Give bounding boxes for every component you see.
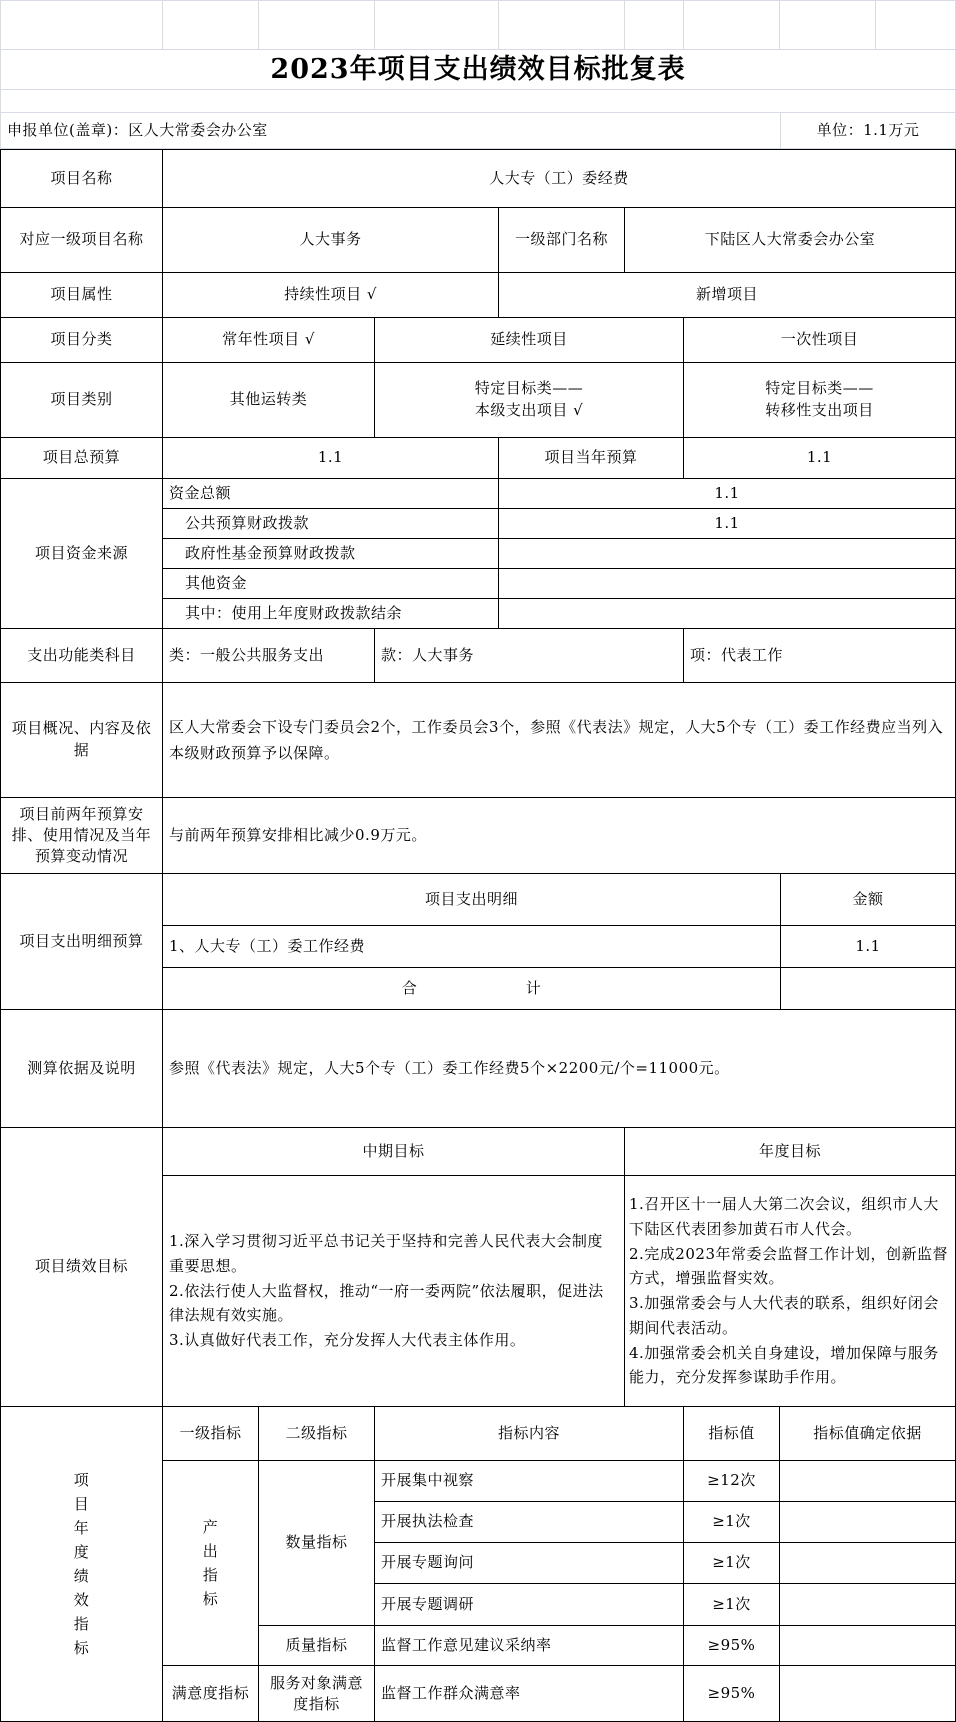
funding-row-value (498, 598, 956, 629)
grid-row (0, 89, 956, 113)
function-class-lei: 类：一般公共服务支出 (162, 628, 375, 683)
attribute-continuous: 持续性项目 √ (162, 272, 499, 318)
page-title: 2023年项目支出绩效目标批复表 (0, 49, 956, 90)
indicator-basis (779, 1542, 956, 1584)
performance-goals-label: 项目绩效目标 (0, 1127, 163, 1407)
grid-cell (162, 0, 259, 50)
history-label: 项目前两年预算安排、使用情况及当年预算变动情况 (0, 797, 163, 874)
detail-item-amount: 1.1 (780, 925, 956, 968)
reporting-unit: 申报单位(盖章)：区人大常委会办公室 (0, 112, 781, 149)
funding-row-value: 1.1 (498, 478, 956, 509)
quantity-indicator-label: 数量指标 (258, 1460, 375, 1626)
overview-text: 区人大常委会下设专门委员会2个，工作委员会3个，参照《代表法》规定，人大5个专（工）委工作经费应当列入本级财政预算予以保障。 (162, 682, 956, 798)
indicator-value: ≥1次 (683, 1542, 780, 1584)
grid-cell (683, 0, 780, 50)
grid-cell (875, 0, 956, 50)
grid-cell (624, 0, 684, 50)
indicator-value: ≥95% (683, 1625, 780, 1666)
mid-term-goal-line: 3.认真做好代表工作，充分发挥人大代表主体作用。 (169, 1331, 526, 1350)
calc-basis-label: 测算依据及说明 (0, 1009, 163, 1128)
funding-row-name: 其中：使用上年度财政拨款结余 (162, 598, 499, 629)
mid-term-goal-header: 中期目标 (162, 1127, 625, 1176)
mid-term-goal-line: 2.依法行使人大监督权，推动“一府一委两院”依法履职，促进法律法规有效实施。 (169, 1281, 604, 1325)
indicator-content: 监督工作群众满意率 (374, 1665, 684, 1722)
output-indicator-label: 产出指标 (162, 1460, 259, 1666)
grid-cell (374, 0, 499, 50)
category-regular: 常年性项目 √ (162, 317, 375, 363)
project-name-value: 人大专（工）委经费 (162, 149, 956, 208)
quality-indicator-label: 质量指标 (258, 1625, 375, 1666)
attribute-label: 项目属性 (0, 272, 163, 318)
funding-row-name: 公共预算财政拨款 (162, 508, 499, 539)
detail-header-amount: 金额 (780, 873, 956, 926)
total-budget-label: 项目总预算 (0, 437, 163, 479)
total-budget-value: 1.1 (162, 437, 499, 479)
annual-goal-line: 2.完成2023年常委会监督工作计划，创新监督方式，增强监督实效。 (629, 1244, 948, 1288)
overview-label: 项目概况、内容及依据 (0, 682, 163, 798)
funding-row-value: 1.1 (498, 508, 956, 539)
project-name-label: 项目名称 (0, 149, 163, 208)
detail-budget-label: 项目支出明细预算 (0, 873, 163, 1010)
type-specific-transfer-line1: 特定目标类—— (765, 379, 874, 398)
indicator-header-level1: 一级指标 (162, 1406, 259, 1461)
year-budget-label: 项目当年预算 (498, 437, 684, 479)
funding-row-name: 资金总额 (162, 478, 499, 509)
parent-project-value: 人大事务 (162, 207, 499, 273)
funding-source-label: 项目资金来源 (0, 478, 163, 629)
indicator-basis (779, 1625, 956, 1666)
indicator-header-content: 指标内容 (374, 1406, 684, 1461)
indicator-content: 开展集中视察 (374, 1460, 684, 1502)
funding-row-value (498, 568, 956, 599)
indicator-header-basis: 指标值确定依据 (779, 1406, 956, 1461)
category-onetime: 一次性项目 (683, 317, 956, 363)
annual-indicators-label: 项目年度绩效指标 (0, 1406, 163, 1722)
funding-row-value (498, 538, 956, 569)
type-operation: 其他运转类 (162, 362, 375, 438)
type-specific-local-line2: 本级支出项目 √ (474, 401, 584, 419)
detail-header-item: 项目支出明细 (162, 873, 781, 926)
category-extended: 延续性项目 (374, 317, 684, 363)
indicator-value: ≥1次 (683, 1583, 780, 1626)
indicator-basis (779, 1583, 956, 1626)
mid-term-goal-line: 1.深入学习贯彻习近平总书记关于坚持和完善人民代表大会制度重要思想。 (169, 1232, 603, 1275)
category-label: 项目分类 (0, 317, 163, 363)
annual-goal-line: 4.加强常委会机关自身建设，增加保障与服务能力，充分发挥参谋助手作用。 (629, 1343, 939, 1387)
type-label: 项目类别 (0, 362, 163, 438)
indicator-basis (779, 1460, 956, 1502)
grid-cell (258, 0, 375, 50)
type-specific-transfer-line2: 转移性支出项目 (765, 401, 874, 419)
department-label: 一级部门名称 (498, 207, 625, 273)
indicator-basis (779, 1501, 956, 1543)
parent-project-label: 对应一级项目名称 (0, 207, 163, 273)
indicator-content: 监督工作意见建议采纳率 (374, 1625, 684, 1666)
detail-total-amount (780, 967, 956, 1010)
indicator-content: 开展专题询问 (374, 1542, 684, 1584)
detail-item: 1、人大专（工）委工作经费 (162, 925, 781, 968)
function-class-kuan: 款：人大事务 (374, 628, 684, 683)
type-specific-local-line1: 特定目标类—— (474, 379, 584, 398)
money-unit: 单位：1.1万元 (780, 112, 956, 149)
indicator-content: 开展执法检查 (374, 1501, 684, 1543)
mid-term-goal-text (162, 1175, 625, 1407)
year-budget-value: 1.1 (683, 437, 956, 479)
calc-basis-text: 参照《代表法》规定，人大5个专（工）委工作经费5个×2200元/个=11000元。 (162, 1009, 956, 1128)
department-value: 下陆区人大常委会办公室 (624, 207, 956, 273)
indicator-basis (779, 1665, 956, 1722)
annual-goal-line: 1.召开区十一届人大第二次会议，组织市人大下陆区代表团参加黄石市人代会。 (629, 1195, 939, 1238)
annual-goal-line: 3.加强常委会与人大代表的联系，组织好闭会期间代表活动。 (629, 1294, 939, 1337)
type-specific-transfer (683, 362, 956, 438)
grid-cell (779, 0, 876, 50)
grid-cell (0, 0, 163, 50)
type-specific-local (374, 362, 684, 438)
indicator-content: 开展专题调研 (374, 1583, 684, 1626)
attribute-new: 新增项目 (498, 272, 956, 318)
function-class-xiang: 项：代表工作 (683, 628, 956, 683)
funding-row-name: 其他资金 (162, 568, 499, 599)
indicator-header-level2: 二级指标 (258, 1406, 375, 1461)
indicator-value: ≥95% (683, 1665, 780, 1722)
indicator-value: ≥1次 (683, 1501, 780, 1543)
detail-total-label: 合 计 (162, 967, 781, 1010)
grid-cell (498, 0, 625, 50)
function-class-label: 支出功能类科目 (0, 628, 163, 683)
satisfaction-indicator-label: 满意度指标 (162, 1665, 259, 1722)
history-text: 与前两年预算安排相比减少0.9万元。 (162, 797, 956, 874)
funding-row-name: 政府性基金预算财政拨款 (162, 538, 499, 569)
annual-goal-text (624, 1175, 956, 1407)
indicator-value: ≥12次 (683, 1460, 780, 1502)
annual-goal-header: 年度目标 (624, 1127, 956, 1176)
service-satisfaction-label: 服务对象满意度指标 (258, 1665, 375, 1722)
indicator-header-value: 指标值 (683, 1406, 780, 1461)
